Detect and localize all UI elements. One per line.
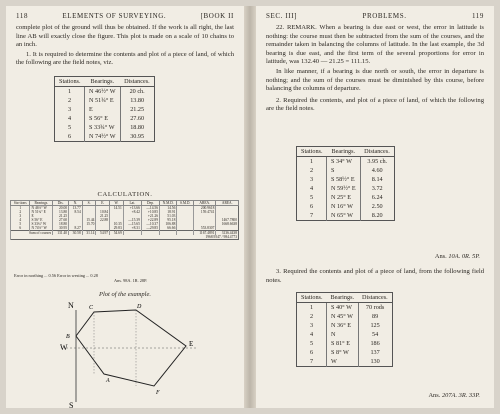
table-cell: 7	[297, 357, 327, 367]
table-cell: N 46½° W	[85, 87, 121, 97]
table-cell: N 65° W	[327, 211, 361, 221]
calc-column-header: E.	[96, 201, 110, 206]
table-cell: 2	[297, 312, 327, 321]
calc-cell: E	[30, 214, 53, 218]
column-header: Distances.	[358, 293, 392, 303]
table-row	[297, 348, 393, 357]
answer-3	[428, 392, 480, 399]
answer-value: 207A. 3R. 33P.	[441, 392, 480, 399]
calc-cell: N 51¾° E	[30, 210, 53, 214]
table-cell: N 25° E	[327, 193, 361, 202]
table-cell: S 58½° E	[327, 175, 361, 184]
table-cell: 6	[55, 132, 85, 142]
column-header: Distances.	[360, 147, 394, 157]
table-row	[55, 105, 155, 114]
calc-cell: 27.60	[53, 218, 69, 222]
column-header: Stations.	[297, 147, 327, 157]
calc-cell: 8.27	[69, 226, 83, 231]
table-cell: E	[85, 105, 121, 114]
survey-plot-diagram	[6, 302, 244, 408]
point-b-label: B	[66, 334, 70, 340]
left-running-head: ELEMENTS OF SURVEYING.	[62, 12, 167, 20]
calc-cell: 8.54	[69, 210, 83, 214]
calc-cell: 20.00	[53, 206, 69, 211]
calc-column-header: N.M.D.	[160, 201, 177, 206]
paragraph-example-1: 1. It is required to determine the contents and plot of a piece of land, of which the following are the field notes, viz.	[16, 50, 234, 67]
left-page-header	[16, 12, 234, 20]
calc-cell: 18.80	[53, 222, 69, 226]
calc-cell: 159.4741	[194, 210, 216, 214]
table-row	[297, 303, 393, 313]
table-cell: 20 ch.	[129, 88, 145, 95]
calc-sum-cell: 1167.4891	[194, 231, 216, 236]
calc-cell: 15.70	[82, 222, 96, 226]
table-cell: S 81° E	[327, 339, 359, 348]
table-cell: S 34° W	[327, 157, 361, 167]
calc-cell: 95.18	[160, 218, 177, 222]
calc-cell: 10.35	[110, 222, 124, 226]
calc-extra-row	[11, 235, 239, 240]
table-cell: N 51¾° E	[85, 96, 121, 105]
answer-value: 10A. 0R. 5P.	[448, 253, 480, 260]
calc-cell: 1467.7800	[216, 218, 239, 222]
table-cell: S 33¾° W	[85, 123, 121, 132]
book-gutter	[244, 6, 256, 408]
calc-cell: 4	[11, 218, 30, 222]
table-cell: 4	[55, 114, 85, 123]
table-cell: 3	[297, 321, 327, 330]
calc-column-header: Dep.	[141, 201, 159, 206]
calc-cell: 10.84	[96, 210, 110, 214]
table-cell: N 74½° W	[85, 132, 121, 142]
table-cell: 186	[370, 340, 380, 347]
calc-cell: S 33¾° W	[30, 222, 53, 226]
table-cell: 1	[297, 303, 327, 313]
calculation-title: CALCULATION.	[97, 191, 153, 198]
table-cell: 21.25	[130, 106, 145, 113]
field-notes-table-2	[296, 146, 395, 221]
calc-cell: +8.42	[123, 210, 141, 214]
left-page	[6, 6, 244, 408]
calc-sum-cell: Sum of courses	[11, 231, 53, 236]
calc-sum-cell: 30.58	[69, 231, 83, 236]
calc-cell: 3	[11, 214, 30, 218]
column-header: Bearings.	[85, 77, 121, 87]
table-cell: 2	[297, 166, 327, 175]
point-a-label: A	[106, 378, 110, 384]
column-header: Bearings.	[327, 293, 359, 303]
table-cell: 2.50	[371, 203, 383, 210]
calc-column-header: N.	[69, 201, 83, 206]
table-cell: S	[327, 166, 361, 175]
point-c-label: C	[89, 305, 94, 311]
table-row	[55, 123, 155, 132]
calc-cell: +21.26	[141, 214, 159, 218]
paragraph-example-3: 3. Required the contents and plot of a piece of land, from the following field notes.	[266, 268, 484, 284]
calc-cell: 13.80	[53, 210, 69, 214]
calc-cell: 13.77	[69, 206, 83, 211]
table-row	[55, 132, 155, 142]
table-cell: 7	[297, 211, 327, 221]
calc-column-header: AREA.	[194, 201, 216, 206]
calc-cell: 22.88	[96, 218, 110, 222]
table-cell: 137	[370, 349, 380, 356]
calc-cell: —15.65	[123, 222, 141, 226]
table-cell: 8.20	[371, 212, 383, 219]
table-cell: 3.72	[371, 185, 383, 192]
calc-cell: 21.25	[96, 214, 110, 218]
table-cell: 4	[297, 330, 327, 339]
north-label: N	[68, 302, 74, 310]
column-header: Stations.	[297, 293, 327, 303]
table-row	[297, 193, 395, 202]
right-page	[256, 6, 494, 408]
calc-cell: 29.83	[110, 226, 124, 231]
table-row	[297, 357, 393, 367]
table-cell: 30.95	[130, 133, 145, 140]
answer-prefix: Ans.	[428, 392, 441, 399]
table-cell: 89	[372, 313, 379, 320]
calc-column-header: Lat.	[123, 201, 141, 206]
table-cell: 6.24	[371, 194, 383, 201]
column-header: Distances.	[120, 77, 154, 87]
calc-cell: 6	[11, 226, 30, 231]
calc-cell: +13.66	[123, 206, 141, 211]
table-cell: S 40° W	[327, 303, 359, 313]
calc-cell: —14.56	[141, 206, 159, 211]
table-cell: 5	[55, 123, 85, 132]
calc-sum-cell: 131.40	[53, 231, 69, 236]
calc-cell: —15.39	[123, 218, 141, 222]
calc-cell: +8.31	[123, 226, 141, 231]
calc-cell: 14.51	[110, 206, 124, 211]
table-row	[55, 114, 155, 123]
calc-sum-cell: 31.14	[82, 231, 96, 236]
table-row	[297, 211, 395, 221]
answer-2	[435, 253, 480, 260]
calc-cell: +22.89	[141, 218, 159, 222]
table-cell: 6	[297, 202, 327, 211]
table-cell: S 56° E	[85, 114, 121, 123]
calc-column-header: W.	[110, 201, 124, 206]
calc-cell: 14.56	[160, 206, 177, 211]
calc-cell: 200.9618	[194, 206, 216, 211]
left-text-block	[16, 24, 234, 69]
south-label: S	[69, 401, 74, 408]
table-cell: N 59½° E	[327, 184, 361, 193]
calc-column-header: S.	[82, 201, 96, 206]
table-cell: N 45° W	[327, 312, 359, 321]
table-cell: S 8° W	[327, 348, 359, 357]
calc-cell: N 74½° W	[30, 226, 53, 231]
right-page-header	[266, 12, 484, 20]
table-row	[297, 184, 395, 193]
calc-column-header: S.M.D.	[177, 201, 194, 206]
calc-cell: 51.03	[160, 214, 177, 218]
error-note: Error in northing ... 0.56 Error in westing ... 0.28	[14, 273, 98, 278]
table-cell: 18.80	[130, 124, 145, 131]
table-cell: 1	[297, 157, 327, 167]
calc-cell: 30.95	[53, 226, 69, 231]
calculation-notes	[14, 273, 147, 283]
right-text-block-2	[266, 268, 484, 286]
field-notes-table-1	[54, 76, 155, 142]
calc-cell: 66.66	[160, 226, 177, 231]
point-f-label: F	[156, 390, 160, 396]
table-cell: 5	[297, 339, 327, 348]
calc-answer: Ans. 98A. 1R. 28P.	[114, 278, 148, 284]
calc-column-header: Bearings.	[30, 201, 53, 206]
calc-cell: 5	[11, 222, 30, 226]
calc-column-header: Dis.	[53, 201, 69, 206]
column-header: Bearings.	[327, 147, 361, 157]
table-cell: 130	[370, 358, 380, 365]
right-section-label: SEC. III]	[266, 12, 298, 20]
paragraph-example-2: 2. Required the contents, and plot of a piece of land, of which the following are the field notes.	[266, 96, 484, 113]
calc-cell: S 56° E	[30, 218, 53, 222]
calc-extra-cell: 1968.9547 / 984.4773	[11, 235, 239, 240]
left-book-label: [BOOK II	[200, 12, 234, 20]
calc-sum-cell: 3136.4438	[216, 231, 239, 236]
east-label: E	[189, 340, 194, 348]
table-cell: 3	[297, 175, 327, 184]
table-cell: N 36° E	[327, 321, 359, 330]
table-cell: 27.60	[130, 115, 145, 122]
table-row	[297, 166, 395, 175]
table-cell: N 16° W	[327, 202, 361, 211]
table-row	[297, 330, 393, 339]
table-cell: 3.95 ch.	[367, 158, 388, 165]
right-running-head: PROBLEMS.	[362, 12, 407, 20]
paragraph-remark-2: In like manner, if a bearing is due north or south, the error in departure is nothing; and the sum of the courses must be diminished by this course, before balancing the columns of departure.	[266, 67, 484, 93]
calc-cell: 1668.6638	[216, 222, 239, 226]
west-label: W	[60, 343, 68, 352]
table-cell: 2	[55, 96, 85, 105]
calc-cell: 1	[11, 206, 30, 211]
table-cell: 6	[297, 348, 327, 357]
field-notes-table-3	[296, 292, 393, 367]
plot-title: Plot of the example.	[99, 291, 151, 298]
table-row	[297, 339, 393, 348]
paragraph-continuation: complete plot of the ground will thus be obtained. If the work is all right, the last line AB will exactly close the figure. This plot is made on a scale of 10 chains to an inch.	[16, 24, 234, 49]
table-row	[297, 175, 395, 184]
table-row	[297, 312, 393, 321]
calc-cell: 2	[11, 210, 30, 214]
calc-column-header: AREA.	[216, 201, 239, 206]
calc-cell: 21.25	[53, 214, 69, 218]
calc-cell: 553.8307	[194, 226, 216, 231]
table-cell: N	[327, 330, 359, 339]
table-cell: W	[327, 357, 359, 367]
right-page-number: 119	[471, 12, 484, 20]
table-cell: 70 rods	[365, 304, 385, 311]
calc-cell: —29.85	[141, 226, 159, 231]
calc-cell: +10.85	[141, 210, 159, 214]
calc-sum-cell: 54.69	[110, 231, 124, 236]
paragraph-remark: 22. REMARK. When a bearing is due east or west, the error in latitude is nothing: the course must then be subtracted from the sum of the courses, and the remainder taken in balancing the columns of latitude. In the last example, the 3d bearing is due east, and the first term of the several proportions for error in latitude, was 132.40 — 21.25 = 111.15.	[266, 24, 484, 66]
table-cell: 13.80	[130, 97, 145, 104]
calc-cell: 18.91	[160, 210, 177, 214]
table-cell: 54	[372, 331, 379, 338]
table-cell: 1	[55, 87, 85, 97]
calc-column-header: Sta-tions	[11, 201, 30, 206]
table-cell: 8.14	[371, 176, 383, 183]
table-row	[55, 96, 155, 105]
table-row	[297, 157, 395, 167]
left-page-number: 118	[16, 12, 29, 20]
calc-cell: 106.88	[160, 222, 177, 226]
point-d-label: D	[137, 304, 142, 310]
table-cell: 4.60	[371, 167, 383, 174]
right-text-block	[266, 24, 484, 115]
table-row	[55, 87, 155, 97]
table-row	[297, 202, 395, 211]
calc-cell: N 46½° W	[30, 206, 53, 211]
table-cell: 3	[55, 105, 85, 114]
table-cell: 5	[297, 193, 327, 202]
calc-sum-cell: 54.97	[96, 231, 110, 236]
column-header: Stations.	[55, 77, 85, 87]
calc-cell: —10.37	[141, 222, 159, 226]
calculation-table	[10, 200, 239, 240]
table-row	[297, 321, 393, 330]
calc-cell: 15.44	[82, 218, 96, 222]
table-cell: 125	[370, 322, 380, 329]
table-cell: 4	[297, 184, 327, 193]
answer-prefix: Ans.	[434, 253, 447, 260]
